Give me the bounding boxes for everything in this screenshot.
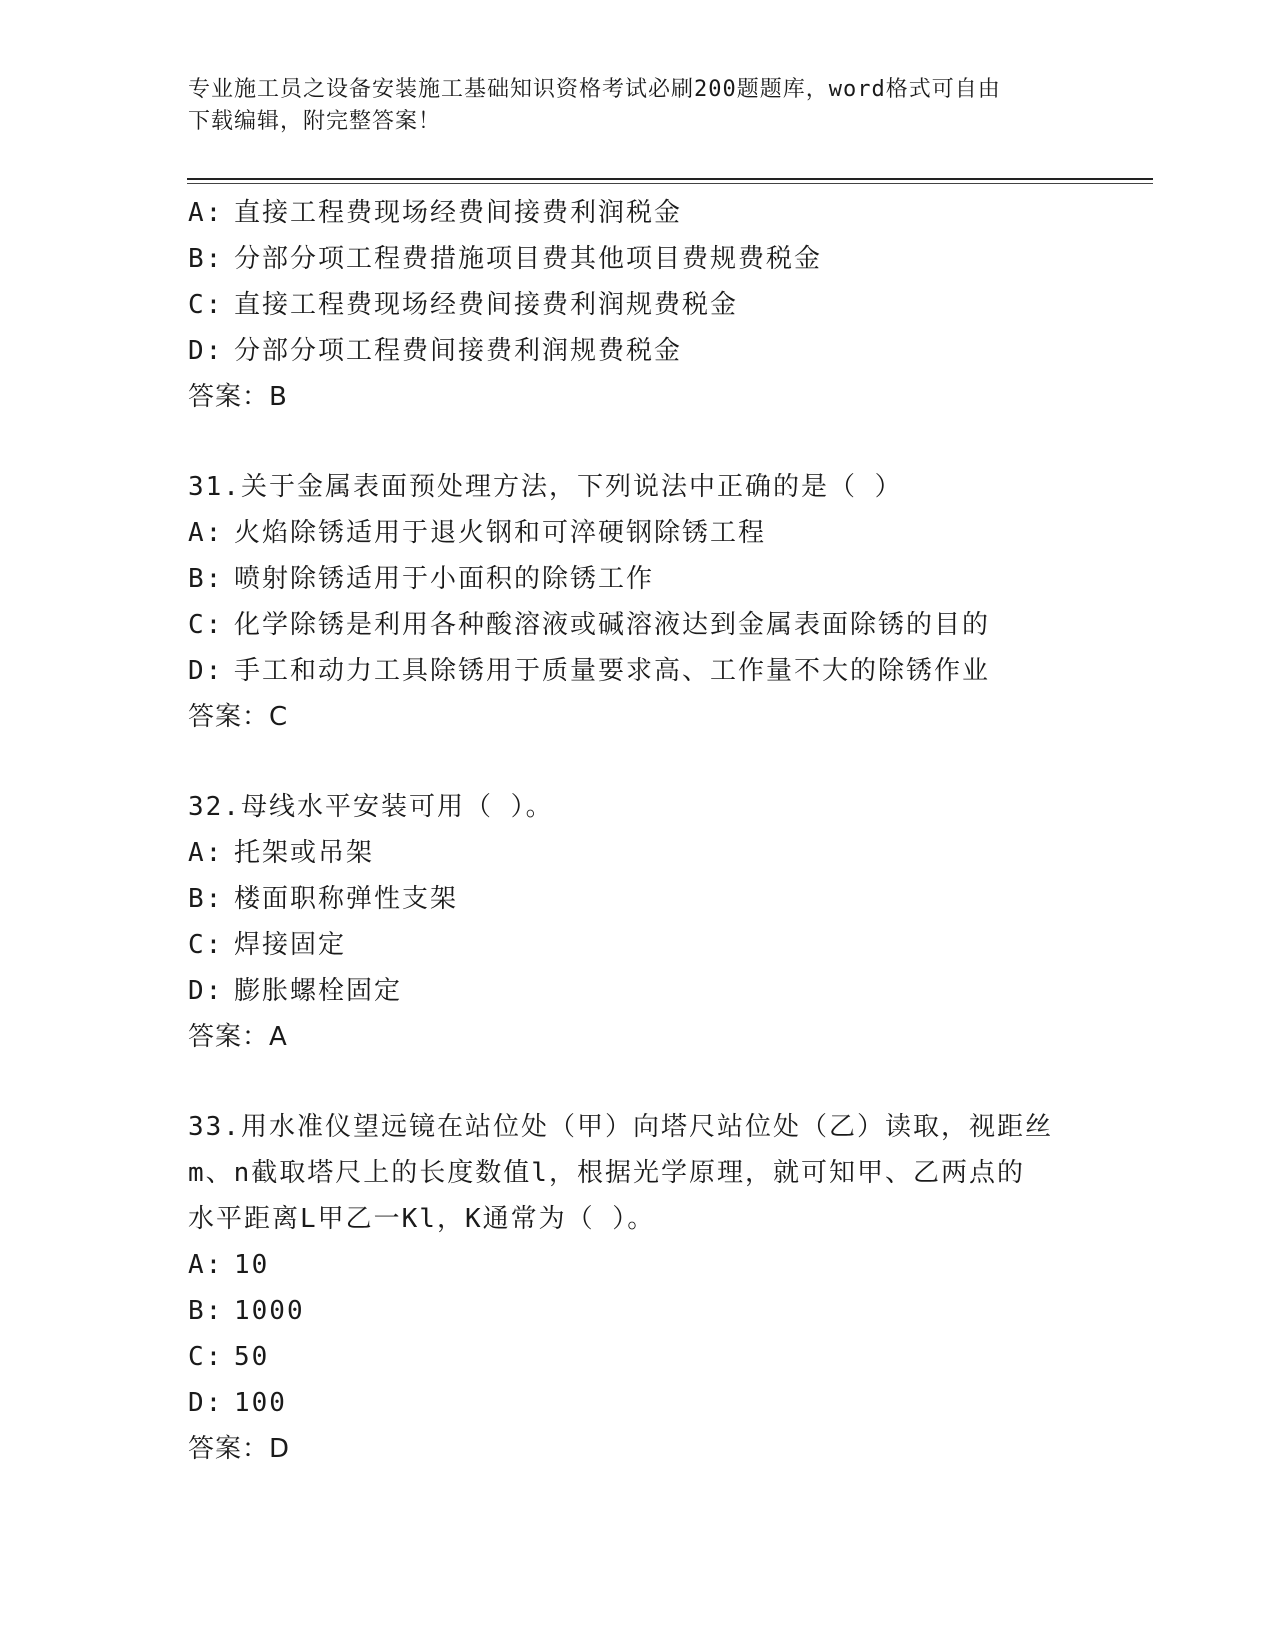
- option-text: 焊接固定: [234, 930, 347, 960]
- option-label: A:: [188, 1250, 224, 1280]
- header-divider-thick: [187, 178, 1153, 180]
- document-header: [188, 74, 1068, 138]
- option-text: 化学除锈是利用各种酸溶液或碱溶液达到金属表面除锈的目的: [234, 610, 991, 640]
- answer-line: 答案：C: [188, 702, 289, 732]
- option-c: [188, 602, 1088, 648]
- answer-line: 答案：B: [188, 382, 288, 412]
- option-text: 托架或吊架: [234, 838, 375, 868]
- answer-line: 答案：A: [188, 1022, 288, 1052]
- answer-line: 答案：D: [188, 1434, 291, 1464]
- option-text: 10: [234, 1250, 270, 1280]
- option-a: [188, 510, 1088, 556]
- question-32: [188, 784, 1088, 1060]
- option-text: 1000: [234, 1296, 305, 1326]
- option-text: 手工和动力工具除锈用于质量要求高、工作量不大的除锈作业: [234, 656, 991, 686]
- option-d: [188, 328, 1088, 374]
- header-line-2: 下载编辑，附完整答案！: [188, 109, 442, 134]
- option-d: [188, 968, 1088, 1014]
- option-text: 楼面职称弹性支架: [234, 884, 459, 914]
- option-b: [188, 1288, 1088, 1334]
- option-label: A:: [188, 198, 224, 228]
- question-30: [188, 190, 1088, 420]
- option-c: [188, 282, 1088, 328]
- option-text: 分部分项工程费间接费利润规费税金: [234, 336, 683, 366]
- option-a: [188, 190, 1088, 236]
- option-text: 100: [234, 1388, 287, 1418]
- option-c: [188, 1334, 1088, 1380]
- option-label: C:: [188, 290, 224, 320]
- question-33: [188, 1104, 1088, 1472]
- question-list: [188, 190, 1088, 1472]
- option-a: [188, 1242, 1088, 1288]
- question-stem: 32.母线水平安装可用（ ）。: [188, 792, 554, 822]
- option-label: B:: [188, 564, 224, 594]
- option-label: C:: [188, 610, 224, 640]
- question-stem-line-3: 水平距离L甲乙一Kl，K通常为（ ）。: [188, 1204, 656, 1234]
- option-b: [188, 876, 1088, 922]
- option-text: 喷射除锈适用于小面积的除锈工作: [234, 564, 655, 594]
- option-label: D:: [188, 976, 224, 1006]
- option-b: [188, 236, 1088, 282]
- option-label: D:: [188, 336, 224, 366]
- option-label: B:: [188, 244, 224, 274]
- option-label: A:: [188, 518, 224, 548]
- question-31: [188, 464, 1088, 740]
- option-b: [188, 556, 1088, 602]
- option-d: [188, 648, 1088, 694]
- option-label: D:: [188, 656, 224, 686]
- option-label: C:: [188, 1342, 224, 1372]
- option-text: 膨胀螺栓固定: [234, 976, 403, 1006]
- question-stem: 31.关于金属表面预处理方法，下列说法中正确的是（ ）: [188, 472, 903, 502]
- option-c: [188, 922, 1088, 968]
- option-label: C:: [188, 930, 224, 960]
- option-label: A:: [188, 838, 224, 868]
- question-stem-line-2: m、n截取塔尺上的长度数值l，根据光学原理，就可知甲、乙两点的: [188, 1158, 1025, 1188]
- option-text: 50: [234, 1342, 270, 1372]
- option-text: 分部分项工程费措施项目费其他项目费规费税金: [234, 244, 823, 274]
- option-label: B:: [188, 884, 224, 914]
- option-text: 火焰除锈适用于退火钢和可淬硬钢除锈工程: [234, 518, 767, 548]
- option-label: D:: [188, 1388, 224, 1418]
- header-divider-thin: [187, 183, 1153, 184]
- option-d: [188, 1380, 1088, 1426]
- question-stem-line-1: 33.用水准仪望远镜在站位处（甲）向塔尺站位处（乙）读取，视距丝: [188, 1112, 1053, 1142]
- option-text: 直接工程费现场经费间接费利润规费税金: [234, 290, 739, 320]
- option-a: [188, 830, 1088, 876]
- header-line-1: 专业施工员之设备安装施工基础知识资格考试必刷200题题库，word格式可自由: [188, 77, 1001, 102]
- option-text: 直接工程费现场经费间接费利润税金: [234, 198, 683, 228]
- option-label: B:: [188, 1296, 224, 1326]
